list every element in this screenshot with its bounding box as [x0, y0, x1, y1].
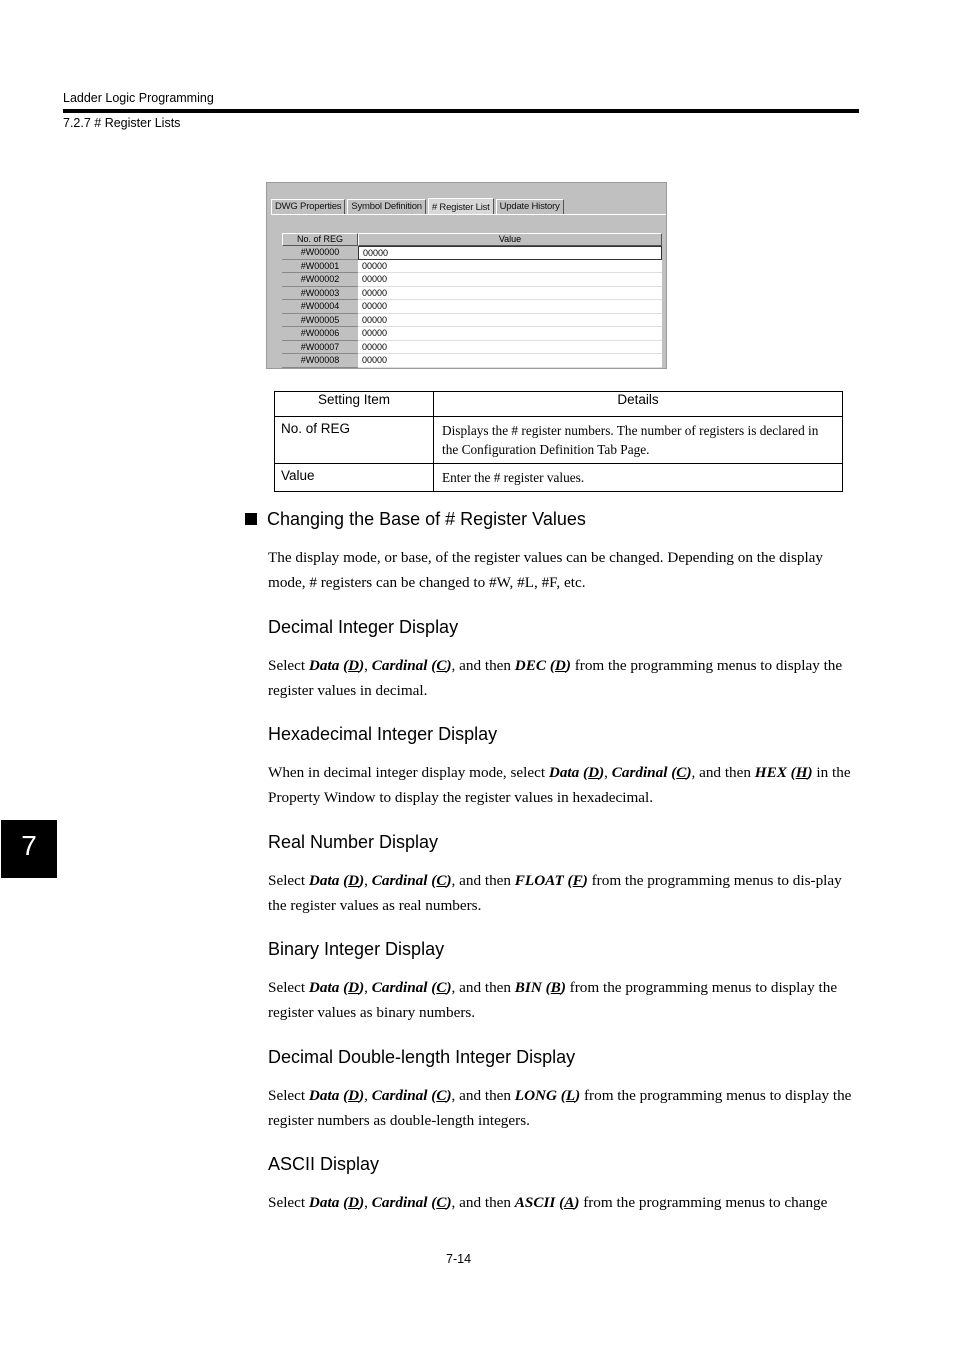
- subheading-binary: Binary Integer Display: [268, 939, 445, 959]
- value-cell[interactable]: 00000: [358, 341, 662, 355]
- paragraph-binary: Select Data (D), Cardinal (C), and then BIN (B) from the programming menus to display the register values as binary numbers.: [268, 979, 838, 1021]
- value-cell[interactable]: 00000: [358, 300, 662, 314]
- table-cell-item: Value: [275, 464, 434, 492]
- paragraph-ascii: Select Data (D), Cardinal (C), and then ASCII (A) from the programming menus to change: [268, 1194, 828, 1211]
- table-cell-item: No. of REG: [275, 417, 434, 464]
- table-cell-details: Displays the # register numbers. The number of registers is declared in the Configuration Definition Tab Page.: [434, 417, 843, 464]
- column-header-value[interactable]: Value: [358, 233, 662, 246]
- register-list-screenshot: [266, 182, 667, 369]
- tab-baseline: [271, 214, 666, 215]
- section-heading-text: Changing the Base of # Register Values: [267, 509, 586, 529]
- tab-update-history[interactable]: Update History: [496, 199, 564, 214]
- reg-cell: #W00007: [282, 341, 358, 355]
- page-number: 7-14: [446, 1252, 472, 1266]
- table-header-row: [275, 392, 843, 417]
- value-cell[interactable]: 00000: [358, 354, 662, 368]
- tab-dwg-properties[interactable]: DWG Properties: [271, 199, 345, 214]
- paragraph-real: Select Data (D), Cardinal (C), and then FLOAT (F) from the programming menus to dis-play the register values as real numbers.: [268, 872, 842, 914]
- chapter-side-tab: 7: [1, 820, 57, 878]
- table-cell-details: Enter the # register values.: [434, 464, 843, 492]
- reg-cell: #W00006: [282, 327, 358, 341]
- tab-strip: [271, 197, 566, 214]
- column-header-no-of-reg[interactable]: No. of REG: [282, 233, 358, 246]
- section-heading: [245, 509, 586, 530]
- subheading-long: Decimal Double-length Integer Display: [268, 1047, 576, 1067]
- paragraph-decimal: Select Data (D), Cardinal (C), and then DEC (D) from the programming menus to display the register values in decimal.: [268, 657, 843, 699]
- subheading-ascii: ASCII Display: [268, 1154, 380, 1174]
- subheading-hex: Hexadecimal Integer Display: [268, 724, 498, 744]
- value-cell[interactable]: 00000: [358, 273, 662, 287]
- table-header-setting-item: Setting Item: [275, 392, 434, 417]
- running-header-chapter: Ladder Logic Programming: [63, 91, 214, 105]
- running-header-section: 7.2.7 # Register Lists: [63, 116, 181, 130]
- header-rule: [63, 109, 859, 113]
- reg-cell: #W00005: [282, 314, 358, 328]
- intro-paragraph: The display mode, or base, of the register values can be changed. Depending on the display mode, # registers can be changed to #W, #L, #F, etc.: [268, 549, 824, 591]
- reg-cell: #W00001: [282, 260, 358, 274]
- grid-row[interactable]: [282, 354, 665, 368]
- grid-row[interactable]: [282, 273, 665, 287]
- grid-row[interactable]: [282, 341, 665, 355]
- tab-symbol-definition[interactable]: Symbol Definition: [347, 199, 426, 214]
- reg-cell: #W00008: [282, 354, 358, 368]
- grid-row[interactable]: [282, 260, 665, 274]
- subheading-real: Real Number Display: [268, 832, 439, 852]
- paragraph-long: Select Data (D), Cardinal (C), and then LONG (L) from the programming menus to display the register numbers as double-length integers.: [268, 1087, 852, 1129]
- reg-cell: #W00000: [282, 246, 358, 260]
- table-header-details: Details: [434, 392, 843, 417]
- subheading-decimal: Decimal Integer Display: [268, 617, 459, 637]
- grid-row[interactable]: [282, 327, 665, 341]
- table-row: [275, 464, 843, 492]
- value-cell[interactable]: 00000: [358, 314, 662, 328]
- value-cell[interactable]: 00000: [358, 246, 662, 260]
- value-cell[interactable]: 00000: [358, 287, 662, 301]
- settings-table: [274, 391, 843, 492]
- reg-cell: #W00004: [282, 300, 358, 314]
- grid-row[interactable]: [282, 314, 665, 328]
- grid-row[interactable]: [282, 300, 665, 314]
- reg-cell: #W00003: [282, 287, 358, 301]
- grid-row[interactable]: [282, 246, 665, 260]
- reg-cell: #W00002: [282, 273, 358, 287]
- grid-header: [282, 233, 665, 246]
- square-bullet-icon: [245, 513, 257, 525]
- register-grid: [282, 233, 665, 368]
- table-row: [275, 417, 843, 464]
- tab-register-list[interactable]: # Register List: [428, 198, 494, 215]
- paragraph-hex: When in decimal integer display mode, select Data (D), Cardinal (C), and then HEX (H) in the Property Window to display the register values in hexadecimal.: [268, 764, 851, 806]
- value-cell[interactable]: 00000: [358, 260, 662, 274]
- grid-row[interactable]: [282, 287, 665, 301]
- value-cell[interactable]: 00000: [358, 327, 662, 341]
